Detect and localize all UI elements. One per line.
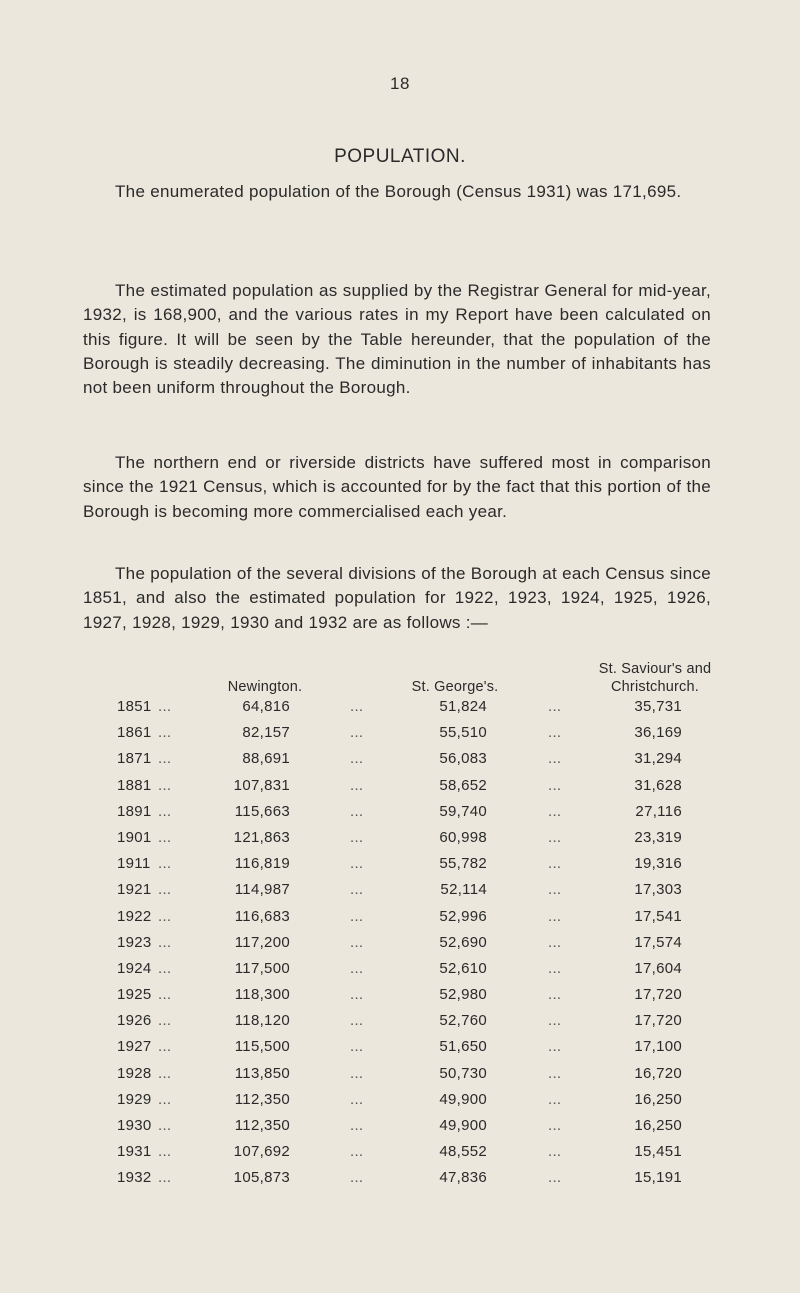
newington-cell: 112,350	[234, 1090, 290, 1108]
year-cell: 1901	[117, 828, 152, 846]
dot-leader: ...	[350, 1038, 364, 1056]
paragraph-enumerated-population: The enumerated population of the Borough (Census 1931) was 171,695.	[115, 182, 682, 201]
table-row	[0, 908, 800, 934]
page-number: 18	[390, 74, 410, 93]
dot-leader: ...	[350, 933, 364, 951]
dot-leader: ...	[548, 1117, 562, 1134]
year-cell: 1928	[117, 1064, 152, 1082]
st-saviours-cell: 17,303	[634, 881, 682, 899]
dot-leader: ...	[548, 881, 562, 899]
dot-leader: ...	[158, 986, 172, 1004]
st-georges-cell: 52,980	[439, 986, 487, 1004]
newington-cell: 116,819	[234, 855, 290, 873]
dot-leader: ...	[158, 907, 172, 925]
dot-leader: ...	[548, 750, 562, 768]
st-georges-cell: 52,610	[439, 959, 487, 977]
year-cell: 1925	[117, 986, 152, 1004]
page-title: POPULATION.	[334, 145, 466, 167]
dot-leader: ...	[158, 1117, 172, 1134]
table-row	[0, 750, 800, 776]
population-table	[0, 698, 800, 1196]
dot-leader: ...	[158, 750, 172, 768]
table-row	[0, 803, 800, 829]
table-row	[0, 1012, 800, 1038]
paragraph-divisions-intro: The population of the several divisions of the Borough at each Census since 1851, and also the estimated population for 1922, 1923, 1924, 1925, 1926, 1927, 1928, 1929, 1930 and 1932 are as follows :—	[83, 564, 711, 632]
st-georges-cell: 55,510	[439, 724, 487, 742]
year-cell: 1932	[117, 1169, 152, 1187]
dot-leader: ...	[158, 776, 172, 794]
year-cell: 1927	[117, 1038, 152, 1056]
year-cell: 1924	[117, 959, 152, 977]
dot-leader: ...	[350, 986, 364, 1004]
dot-leader: ...	[350, 698, 364, 715]
dot-leader: ...	[350, 724, 364, 742]
year-cell: 1881	[117, 776, 152, 794]
newington-cell: 105,873	[233, 1169, 290, 1187]
newington-cell: 118,300	[234, 986, 290, 1004]
st-saviours-cell: 17,720	[634, 1012, 682, 1030]
dot-leader: ...	[158, 698, 172, 715]
st-saviours-cell: 23,319	[634, 828, 682, 846]
population-table-header	[0, 640, 800, 696]
dot-leader: ...	[548, 724, 562, 742]
dot-leader: ...	[548, 907, 562, 925]
table-row	[0, 960, 800, 986]
st-georges-cell: 52,114	[440, 881, 487, 899]
dot-leader: ...	[158, 881, 172, 899]
dot-leader: ...	[350, 776, 364, 794]
newington-cell: 115,663	[234, 802, 290, 820]
newington-cell: 88,691	[242, 750, 290, 768]
dot-leader: ...	[158, 1090, 172, 1108]
dot-leader: ...	[158, 1012, 172, 1030]
st-georges-cell: 51,650	[439, 1038, 487, 1056]
paragraph-estimated-population: The estimated population as supplied by the Registrar General for mid-year, 1932, is 168,900, and the various rates in my Report have been calculated on this figure. It will be seen by the Table hereunder, that the population of the Borough is steadily decreasing. The diminution in the number of inhabitants has not been uniform throughout the Borough.	[83, 281, 711, 398]
table-row	[0, 724, 800, 750]
dot-leader: ...	[158, 1038, 172, 1056]
dot-leader: ...	[548, 776, 562, 794]
dot-leader: ...	[548, 1064, 562, 1082]
st-saviours-cell: 15,451	[634, 1143, 682, 1161]
paragraph-northern-districts: The northern end or riverside districts have suffered most in comparison since the 1921 Census, which is accounted for by the fact that this portion of the Borough is becoming more commercialised each year.	[83, 453, 711, 521]
table-row	[0, 934, 800, 960]
st-georges-cell: 49,900	[439, 1117, 487, 1134]
dot-leader: ...	[548, 1090, 562, 1108]
dot-leader: ...	[350, 1064, 364, 1082]
st-saviours-cell: 16,720	[634, 1064, 682, 1082]
dot-leader: ...	[350, 750, 364, 768]
st-saviours-cell: 16,250	[634, 1117, 682, 1134]
st-saviours-cell: 19,316	[634, 855, 682, 873]
st-saviours-cell: 27,116	[635, 802, 682, 820]
st-georges-cell: 58,652	[439, 776, 487, 794]
table-row	[0, 1117, 800, 1143]
st-georges-cell: 52,760	[439, 1012, 487, 1030]
table-row	[0, 1091, 800, 1117]
dot-leader: ...	[548, 933, 562, 951]
dot-leader: ...	[158, 802, 172, 820]
dot-leader: ...	[350, 1143, 364, 1161]
dot-leader: ...	[158, 1143, 172, 1161]
newington-cell: 107,831	[233, 776, 290, 794]
dot-leader: ...	[158, 959, 172, 977]
st-georges-cell: 52,996	[439, 907, 487, 925]
column-header-st-saviours: St. Saviour's and Christchurch.	[598, 661, 712, 695]
st-saviours-cell: 15,191	[634, 1169, 682, 1187]
st-georges-cell: 51,824	[439, 698, 487, 715]
st-georges-cell: 52,690	[439, 933, 487, 951]
newington-cell: 107,692	[233, 1143, 290, 1161]
dot-leader: ...	[548, 1012, 562, 1030]
column-header-st-georges: St. George's.	[411, 679, 499, 695]
table-row	[0, 698, 800, 724]
year-cell: 1930	[117, 1117, 152, 1134]
st-saviours-cell: 17,574	[634, 933, 682, 951]
table-row	[0, 1065, 800, 1091]
st-saviours-cell: 17,720	[634, 986, 682, 1004]
st-georges-cell: 48,552	[439, 1143, 487, 1161]
dot-leader: ...	[548, 959, 562, 977]
table-row	[0, 1143, 800, 1169]
dot-leader: ...	[350, 1117, 364, 1134]
table-row	[0, 881, 800, 907]
dot-leader: ...	[158, 933, 172, 951]
st-saviours-cell: 17,100	[634, 1038, 682, 1056]
dot-leader: ...	[350, 881, 364, 899]
st-saviours-cell: 35,731	[634, 698, 682, 715]
dot-leader: ...	[158, 724, 172, 742]
dot-leader: ...	[158, 855, 172, 873]
table-row	[0, 986, 800, 1012]
dot-leader: ...	[548, 828, 562, 846]
year-cell: 1921	[117, 881, 152, 899]
year-cell: 1891	[117, 802, 152, 820]
dot-leader: ...	[158, 1169, 172, 1187]
year-cell: 1871	[117, 750, 152, 768]
dot-leader: ...	[548, 986, 562, 1004]
year-cell: 1931	[117, 1143, 152, 1161]
dot-leader: ...	[350, 828, 364, 846]
newington-cell: 82,157	[242, 724, 290, 742]
newington-cell: 64,816	[242, 698, 290, 715]
year-cell: 1851	[117, 698, 152, 715]
dot-leader: ...	[548, 1143, 562, 1161]
newington-cell: 112,350	[234, 1117, 290, 1134]
st-georges-cell: 60,998	[439, 828, 487, 846]
newington-cell: 114,987	[234, 881, 290, 899]
dot-leader: ...	[350, 1012, 364, 1030]
st-saviours-cell: 17,604	[634, 959, 682, 977]
year-cell: 1911	[117, 855, 151, 873]
st-georges-cell: 49,900	[439, 1090, 487, 1108]
st-saviours-cell: 17,541	[634, 907, 682, 925]
table-row	[0, 829, 800, 855]
year-cell: 1923	[117, 933, 152, 951]
dot-leader: ...	[548, 1038, 562, 1056]
dot-leader: ...	[548, 1169, 562, 1187]
year-cell: 1929	[117, 1090, 152, 1108]
newington-cell: 113,850	[234, 1064, 290, 1082]
st-georges-cell: 56,083	[439, 750, 487, 768]
table-row	[0, 1169, 800, 1195]
year-cell: 1926	[117, 1012, 152, 1030]
newington-cell: 117,200	[234, 933, 290, 951]
table-row	[0, 1038, 800, 1064]
year-cell: 1922	[117, 907, 152, 925]
dot-leader: ...	[548, 802, 562, 820]
newington-cell: 117,500	[234, 959, 290, 977]
st-georges-cell: 55,782	[439, 855, 487, 873]
newington-cell: 115,500	[234, 1038, 290, 1056]
newington-cell: 116,683	[234, 907, 290, 925]
st-georges-cell: 47,836	[439, 1169, 487, 1187]
newington-cell: 121,863	[233, 828, 290, 846]
year-cell: 1861	[117, 724, 152, 742]
newington-cell: 118,120	[234, 1012, 290, 1030]
dot-leader: ...	[548, 855, 562, 873]
dot-leader: ...	[158, 1064, 172, 1082]
st-saviours-cell: 31,628	[634, 776, 682, 794]
dot-leader: ...	[350, 959, 364, 977]
dot-leader: ...	[350, 855, 364, 873]
table-row	[0, 777, 800, 803]
st-saviours-cell: 16,250	[634, 1090, 682, 1108]
dot-leader: ...	[350, 802, 364, 820]
column-header-newington: Newington.	[227, 679, 303, 695]
dot-leader: ...	[548, 698, 562, 715]
st-saviours-cell: 31,294	[634, 750, 682, 768]
dot-leader: ...	[350, 1169, 364, 1187]
st-georges-cell: 50,730	[439, 1064, 487, 1082]
dot-leader: ...	[350, 1090, 364, 1108]
st-georges-cell: 59,740	[439, 802, 487, 820]
dot-leader: ...	[350, 907, 364, 925]
dot-leader: ...	[158, 828, 172, 846]
table-row	[0, 855, 800, 881]
st-saviours-cell: 36,169	[634, 724, 682, 742]
